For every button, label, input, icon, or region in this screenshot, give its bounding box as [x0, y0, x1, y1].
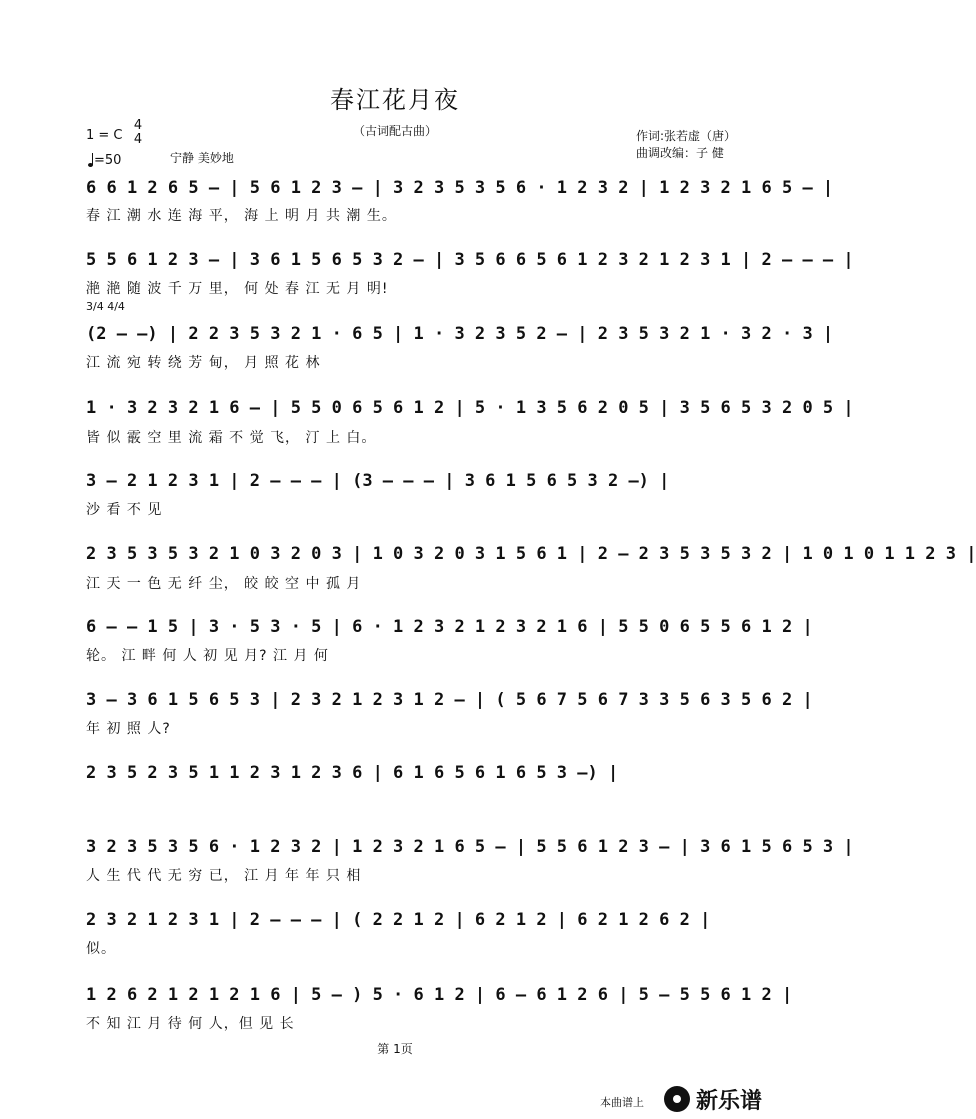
record-logo-icon: [664, 1086, 690, 1112]
time-signature: [132, 119, 144, 147]
subtitle: （古词配古曲）: [352, 124, 437, 138]
expression-marking: 宁静 美妙地: [170, 151, 234, 165]
lyric-line: 春 江 潮 水 连 海 平， 海 上 明 月 共 潮 生。: [86, 208, 397, 224]
lyric-line: 皆 似 霰 空 里 流 霜 不 觉 飞， 汀 上 白。: [86, 430, 377, 446]
lyric-line: 沙 看 不 见: [86, 502, 163, 518]
tempo-marking: [88, 153, 121, 168]
notation-line: 2 3 5 3 5 3 2 1 0 3 2 0 3 | 1 0 3 2 0 3 1 5 6 1 | 2 – 2 3 5 3 5 3 2 | 1 0 1 0 1 1 2 3 |: [86, 544, 976, 564]
notation-line: 3 2 3 5 3 5 6 · 1 2 3 2 | 1 2 3 2 1 6 5 – | 5 5 6 1 2 3 – | 3 6 1 5 6 5 3 |: [86, 837, 854, 857]
lyric-line: 江 天 一 色 无 纤 尘， 皎 皎 空 中 孤 月: [86, 576, 362, 592]
notation-line: 1 · 3 2 3 2 1 6 – | 5 5 0 6 5 6 1 2 | 5 · 1 3 5 6 2 0 5 | 3 5 6 5 3 2 0 5 |: [86, 398, 854, 418]
lyric-line: 人 生 代 代 无 穷 已， 江 月 年 年 只 相: [86, 868, 362, 884]
notation-line: 1 2 6 2 1 2 1 2 1 6 | 5 – ) 5 · 6 1 2 | 6 – 6 1 2 6 | 5 – 5 5 6 1 2 |: [86, 985, 793, 1005]
notation-line: 3 – 3 6 1 5 6 5 3 | 2 3 2 1 2 3 1 2 – | ( 5 6 7 5 6 7 3 3 5 6 3 5 6 2 |: [86, 690, 813, 710]
watermark-brand: 新乐谱: [696, 1089, 763, 1114]
time-signature-bottom: 4: [133, 132, 143, 147]
lyric-line: 轮。 江 畔 何 人 初 见 月? 江 月 何: [86, 648, 329, 664]
lyricist-credit: 作词:张若虚（唐）: [636, 129, 737, 143]
lyric-line: 不 知 江 月 待 何 人，但 见 长: [86, 1016, 295, 1032]
lyric-line: 似。: [86, 941, 116, 957]
tempo-value: =50: [94, 153, 122, 168]
notation-line: (2 – –) | 2 2 3 5 3 2 1 · 6 5 | 1 · 3 2 3 5 2 – | 2 3 5 3 2 1 · 3 2 · 3 |: [86, 324, 834, 344]
page-title: 春江花月夜: [330, 86, 460, 114]
notation-line: 2 3 5 2 3 5 1 1 2 3 1 2 3 6 | 6 1 6 5 6 1 6 5 3 –) |: [86, 763, 619, 783]
lyric-line: 滟 滟 随 波 千 万 里， 何 处 春 江 无 月 明!: [86, 281, 389, 297]
notation-line: 3 – 2 1 2 3 1 | 2 – – – | (3 – – – | 3 6 1 5 6 5 3 2 –) |: [86, 471, 670, 491]
notation-line: 2 3 2 1 2 3 1 | 2 – – – | ( 2 2 1 2 | 6 2 1 2 | 6 2 1 2 6 2 |: [86, 910, 711, 930]
notation-line: 6 6 1 2 6 5 – | 5 6 1 2 3 – | 3 2 3 5 3 5 6 · 1 2 3 2 | 1 2 3 2 1 6 5 – |: [86, 178, 834, 198]
notation-line: 6 – – 1 5 | 3 · 5 3 · 5 | 6 · 1 2 3 2 1 2 3 2 1 6 | 5 5 0 6 5 5 6 1 2 |: [86, 617, 813, 637]
lyric-line: 年 初 照 人?: [86, 721, 171, 737]
watermark-text: 本曲谱上: [600, 1096, 644, 1109]
time-signature-top: 4: [133, 118, 143, 133]
meter-change-markings: 3/4 4/4: [86, 300, 125, 313]
key-signature: 1 = C: [86, 128, 123, 143]
page-number: 第 1页: [377, 1042, 413, 1056]
quarter-note-icon: [88, 163, 93, 167]
composer-credit: 曲调改编：子 健: [636, 146, 724, 160]
notation-line: 5 5 6 1 2 3 – | 3 6 1 5 6 5 3 2 – | 3 5 6 6 5 6 1 2 3 2 1 2 3 1 | 2 – – – |: [86, 250, 854, 270]
lyric-line: 江 流 宛 转 绕 芳 甸， 月 照 花 林: [86, 355, 321, 371]
